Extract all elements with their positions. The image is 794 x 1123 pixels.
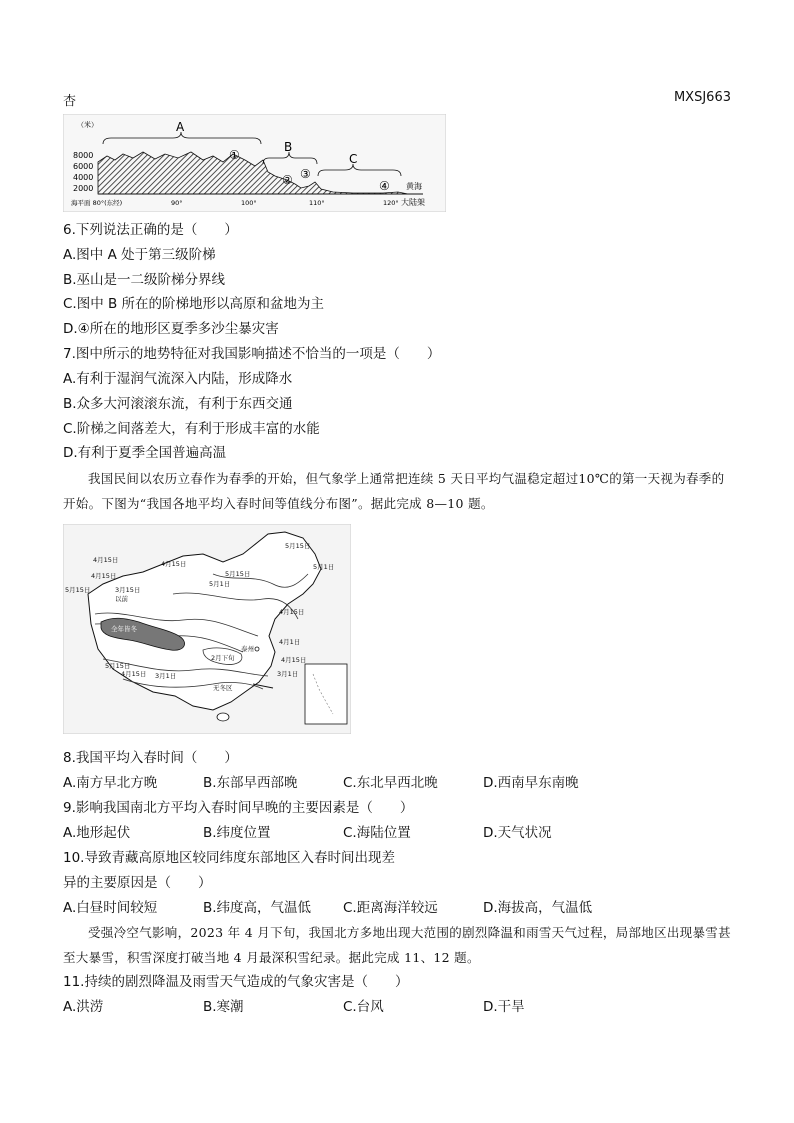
spring-onset-map (63, 524, 351, 734)
map-label: 4月1日 (279, 638, 301, 646)
map-label: 泰州 (241, 645, 254, 653)
map-label: 4月15日 (161, 560, 187, 568)
x-tick: 90° (171, 199, 183, 207)
question-7-stem: 7.图中所示的地势特征对我国影响描述不恰当的一项是（ ） (63, 346, 441, 362)
y-axis-unit: （米） (77, 121, 98, 129)
map-label: 4月15日 (91, 572, 117, 580)
question-9-option-d: D.天气状况 (483, 825, 552, 841)
x-left-label: 海平面 80°(东经) (71, 199, 123, 207)
map-label: 3月1日 (277, 670, 299, 678)
terrain-profile-figure (63, 114, 446, 212)
question-9-stem: 9.影响我国南北方平均入春时间早晚的主要因素是（ ） (63, 800, 414, 816)
map-label: 4月15日 (93, 556, 119, 564)
question-6-option-c: C.图中 B 所在的阶梯地形以高原和盆地为主 (63, 296, 325, 312)
question-7-option-b: B.众多大河滚滚东流，有利于东西交通 (63, 396, 293, 412)
question-6-option-a: A.图中 A 处于第三级阶梯 (63, 247, 216, 263)
y-tick: 2000 (73, 184, 94, 193)
question-11-option-c: C.台风 (343, 999, 384, 1015)
region-label-a: A (176, 120, 185, 134)
question-10-stem-line2: 异的主要原因是（ ） (63, 875, 212, 891)
question-7-option-a: A.有利于湿润气流深入内陆，形成降水 (63, 371, 293, 387)
map-label: 5月15日 (65, 586, 91, 594)
passage-cold-wave: 受强冷空气影响，2023 年 4 月下旬，我国北方多地出现大范围的剧烈降温和雨雪天气过程，局部地区出现暴雪甚至大暴雪，积雪深度打破当地 4 月最深积雪纪录。据此完成 11、12 题。 (63, 925, 731, 965)
y-tick: 4000 (73, 173, 94, 182)
x-tick: 100° (241, 199, 257, 207)
map-label: 5月15日 (105, 662, 131, 670)
marker-2: ② (282, 173, 293, 187)
question-6-option-d: D.④所在的地形区夏季多沙尘暴灾害 (63, 321, 279, 337)
map-label: 5月15日 (225, 570, 251, 578)
marker-3: ③ (300, 167, 311, 181)
question-10-option-c: C.距离海洋较远 (343, 900, 438, 916)
question-11-option-b: B.寒潮 (203, 999, 244, 1015)
question-10-option-b: B.纬度高，气温低 (203, 900, 312, 916)
map-label: 5月1日 (313, 563, 335, 571)
taizhou-marker (255, 647, 259, 651)
map-label: 4月15日 (279, 608, 305, 616)
question-6-stem: 6.下列说法正确的是（ ） (63, 222, 238, 238)
y-tick: 8000 (73, 151, 94, 160)
region-label-c: C (349, 152, 358, 166)
question-6-option-b: B.巫山是一二级阶梯分界线 (63, 272, 226, 288)
question-11-option-a: A.洪涝 (63, 999, 104, 1015)
passage-spring: 我国民间以农历立春作为春季的开始，但气象学上通常把连续 5 天日平均气温稳定超过10℃的第一天视为春季的开始。下图为“我国各地平均入春时间等值线分布图”。据此完成 8—10 题。 (63, 471, 725, 511)
map-label: 2月下旬 (211, 654, 235, 662)
map-label: 全年皆冬 (111, 625, 137, 633)
question-8-option-b: B.东部早西部晚 (203, 775, 298, 791)
question-11-stem: 11.持续的剧烈降温及雨雪天气造成的气象灾害是（ ） (63, 974, 409, 990)
map-label: 以前 (115, 595, 128, 603)
header-left: 杏 (63, 94, 77, 109)
map-label: 4月15日 (121, 670, 147, 678)
map-label: 3月15日 (115, 586, 141, 594)
question-10-option-d: D.海拔高，气温低 (483, 900, 593, 916)
map-label: 5月15日 (285, 542, 311, 550)
marker-1: ① (229, 148, 240, 162)
question-8-option-a: A.南方早北方晚 (63, 775, 158, 791)
question-10-option-a: A.白昼时间较短 (63, 900, 158, 916)
question-9-option-b: B.纬度位置 (203, 825, 271, 841)
question-7-option-d: D.有利于夏季全国普遍高温 (63, 445, 227, 461)
map-label: 4月15日 (281, 656, 307, 664)
x-right-label: 大陆架 (401, 198, 425, 207)
map-label: 5月1日 (209, 580, 231, 588)
question-8-stem: 8.我国平均入春时间（ ） (63, 750, 238, 766)
question-7-option-c: C.阶梯之间落差大，有利于形成丰富的水能 (63, 421, 320, 437)
header-code: MXSJ663 (673, 90, 731, 105)
question-9-option-c: C.海陆位置 (343, 825, 411, 841)
x-tick: 120° (383, 199, 399, 207)
x-tick: 110° (309, 199, 325, 207)
question-8-option-d: D.西南早东南晚 (483, 775, 579, 791)
question-9-option-a: A.地形起伏 (63, 825, 131, 841)
south-china-sea-inset (305, 664, 347, 724)
hainan-island (217, 713, 229, 721)
map-label: 3月1日 (155, 672, 177, 680)
marker-4: ④ (379, 179, 390, 193)
y-tick: 6000 (73, 162, 94, 171)
question-8-option-c: C.东北早西北晚 (343, 775, 438, 791)
question-11-option-d: D.干旱 (483, 999, 525, 1015)
sea-label: 黄海 (406, 182, 422, 191)
region-label-b: B (284, 140, 293, 154)
map-label: 无冬区 (213, 684, 233, 692)
question-10-stem-line1: 10.导致青藏高原地区较同纬度东部地区入春时间出现差 (63, 850, 395, 866)
